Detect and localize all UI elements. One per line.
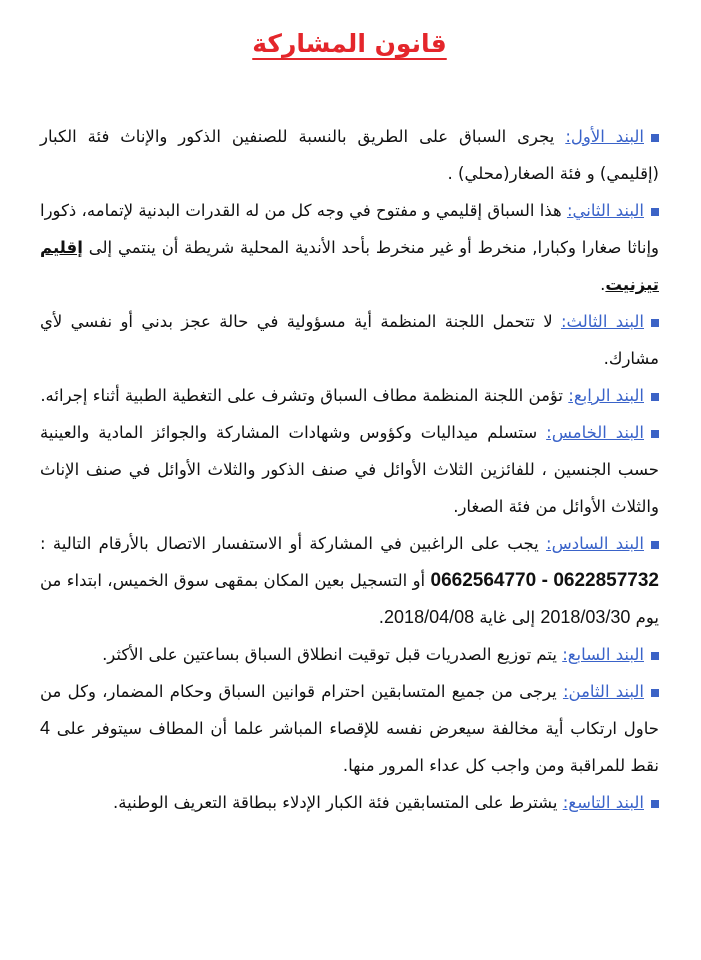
phone-number-2: 0662564770	[430, 570, 537, 591]
clause-1	[40, 118, 659, 192]
square-bullet-icon	[651, 430, 659, 438]
clause-label: البند الأول:	[565, 127, 644, 146]
clause-text-2: أو التسجيل بعين المكان بمقهى سوق الخميس، ابتداء من يوم	[40, 571, 659, 627]
clause-text: يرجى من جميع المتسابقين احترام قوانين السباق وحكام المضمار، وكل من حاول ارتكاب أية مخالفة سيعرض نفسه للإقصاء المباشر علما أن المطاف سيتوفر على	[40, 682, 659, 738]
square-bullet-icon	[651, 393, 659, 401]
clause-label: البند الثاني:	[566, 201, 644, 220]
clause-8	[40, 673, 659, 784]
end-date: 2018/04/08	[384, 607, 475, 627]
clause-3	[40, 303, 659, 377]
clause-label: البند الرابع:	[568, 386, 644, 405]
start-date: 2018/03/30	[540, 607, 631, 627]
square-bullet-icon	[651, 208, 659, 216]
clause-label: البند التاسع:	[562, 793, 644, 812]
square-bullet-icon	[651, 800, 659, 808]
square-bullet-icon	[651, 319, 659, 327]
phone-number-1: 0622857732	[553, 570, 659, 591]
clause-tail: .	[600, 275, 606, 294]
square-bullet-icon	[651, 689, 659, 697]
clause-text: لا تتحمل اللجنة المنظمة أية مسؤولية في حالة عجز بدني أو نفسي لأي مشارك.	[40, 312, 659, 368]
clause-label: البند الخامس:	[546, 423, 645, 442]
phone-separator: -	[536, 570, 554, 591]
clause-text-3: إلى غاية	[474, 608, 541, 627]
clause-6	[40, 525, 659, 636]
clause-5	[40, 414, 659, 525]
clause-text: يجرى السباق على الطريق بالنسبة للصنفين الذكور والإناث فئة الكبار (إقليمي) و فئة الصغار(محلي) .	[40, 127, 659, 183]
square-bullet-icon	[651, 134, 659, 142]
page-title: قانون المشاركة	[252, 29, 447, 58]
clause-text: تؤمن اللجنة المنظمة مطاف السباق وتشرف على التغطية الطبية أثناء إجرائه.	[40, 386, 569, 405]
clause-text: يشترط على المتسابقين فئة الكبار الإدلاء ببطاقة التعريف الوطنية.	[113, 793, 563, 812]
clause-9	[40, 784, 659, 821]
clause-label: البند السابع:	[562, 645, 644, 664]
square-bullet-icon	[651, 541, 659, 549]
clause-text: ستسلم ميداليات وكؤوس وشهادات المشاركة والجوائز المادية والعينية حسب الجنسين ، للفائزين الثلاث الأوائل في صنف الذكور والثلاث الأوائل في صنف الإناث والثلاث الأوائل من فئة الصغار.	[40, 423, 659, 516]
square-bullet-icon	[651, 652, 659, 660]
clause-label: البند الثامن:	[562, 682, 644, 701]
clause-4	[40, 377, 659, 414]
clause-text: يتم توزيع الصدريات قبل توقيت انطلاق السباق بساعتين على الأكثر.	[102, 645, 563, 664]
clause-label: البند السادس:	[546, 534, 644, 553]
clause-7	[40, 636, 659, 673]
clause-text: هذا السباق إقليمي و مفتوح في وجه كل من له القدرات البدنية لإتمامه، ذكورا وإناثا صغارا وكبارا, منخرط أو غير منخرط بأحد الأندية المحلية شريطة أن ينتمي إلى	[40, 201, 659, 257]
clause-text: يجب على الراغبين في المشاركة أو الاستفسار الاتصال بالأرقام التالية :	[40, 534, 547, 553]
clause-tail: نقط للمراقبة ومن واجب كل عداء المرور منها.	[342, 756, 659, 775]
checkpoint-count: 4	[40, 718, 51, 738]
clause-tail: .	[378, 608, 385, 627]
clause-label: البند الثالث:	[561, 312, 644, 331]
province-emphasis: إقليم تيزنيت	[40, 238, 659, 294]
clause-2	[40, 192, 659, 303]
